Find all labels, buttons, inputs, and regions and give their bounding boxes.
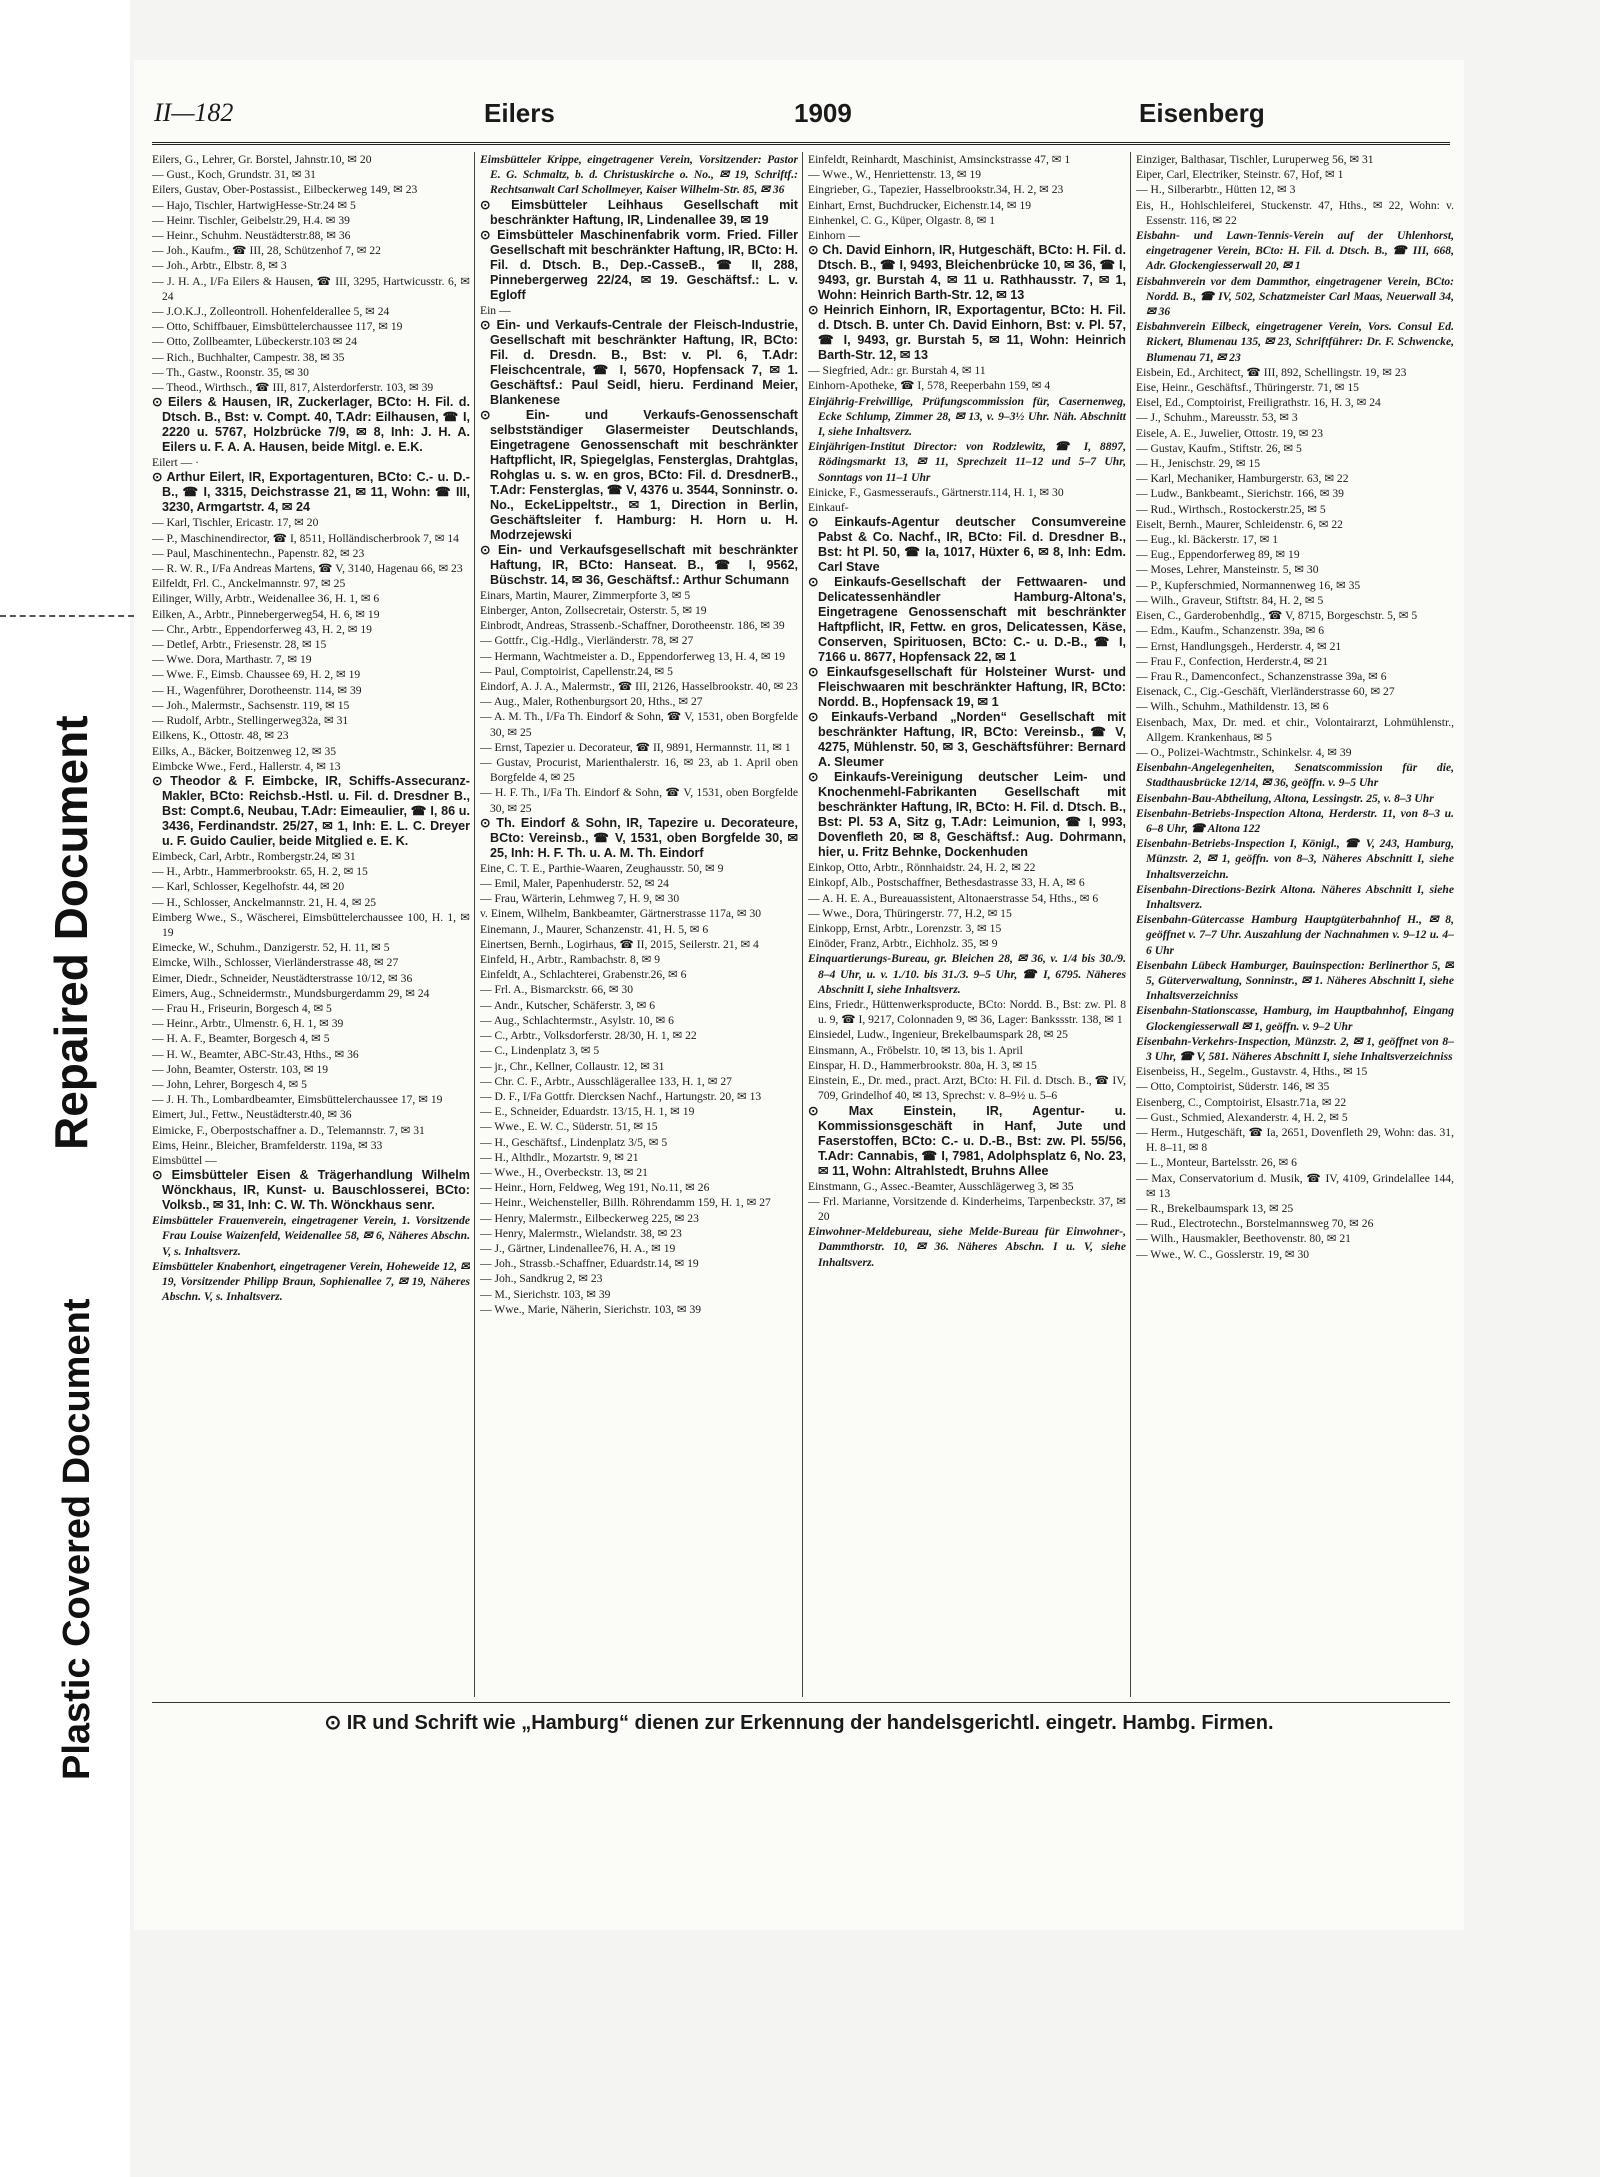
directory-entry: — Paul, Maschinentechn., Papenstr. 82, ✉ 23 (152, 546, 365, 560)
directory-entry: Eisenbahn-Gütercasse Hamburg Hauptgüterbahnhof H., ✉ 8, geöffnet v. 7–7 Uhr. Auszahlung der Nachnahmen v. 9–12 u. 4–6 Uhr (1136, 913, 1454, 957)
directory-entry: ⊙ Max Einstein, IR, Agentur- u. Kommissionsgeschäft in Hanf, Jute und Faserstoffen, BCto: C.- u. D.-B., Bst: zw. Pl. 55/56, T.Adr: Cannabis, ☎ I, 7981, Adolphsplatz 6, No. 23, ✉ 11, Wohn: Altrahlstedt, Bruhns Allee (808, 1103, 1126, 1178)
column-4 (1136, 152, 1454, 1697)
column-3 (808, 152, 1126, 1697)
directory-entry: — Chr., Arbtr., Eppendorferweg 43, H. 2, ✉ 19 (152, 622, 372, 636)
directory-entry: — Eug., kl. Bäckerstr. 17, ✉ 1 (1136, 533, 1279, 547)
column-separator (474, 152, 475, 1697)
directory-entry: — Gust., Koch, Grundstr. 31, ✉ 31 (152, 168, 316, 182)
directory-entry: — A. H. E. A., Bureauassistent, Altonaerstrasse 54, Hths., ✉ 6 (808, 891, 1099, 905)
directory-entry: — Hajo, Tischler, HartwigHesse-Str.24 ✉ 5 (152, 198, 356, 212)
directory-entry: — jr., Chr., Kellner, Collaustr. 12, ✉ 31 (480, 1059, 665, 1073)
directory-entry: Einsmann, A., Fröbelstr. 10, ✉ 13, bis 1. April (808, 1043, 1023, 1057)
directory-entry: — D. F., I/Fa Gottfr. Diercksen Nachf., Hartungstr. 20, ✉ 13 (480, 1089, 762, 1103)
directory-entry: Eimicke, F., Oberpostschaffner a. D., Telemannstr. 7, ✉ 31 (152, 1123, 425, 1137)
directory-entry: Eingrieber, G., Tapezier, Hasselbrookstr.34, H. 2, ✉ 23 (808, 183, 1064, 197)
directory-entry: — Frau F., Confection, Herderstr.4, ✉ 21 (1136, 654, 1329, 668)
directory-entry: Eimert, Jul., Fettw., Neustädterstr.40, ✉ 36 (152, 1108, 352, 1122)
directory-entry: — Joh., Malermstr., Sachsenstr. 119, ✉ 15 (152, 698, 350, 712)
directory-entry: — Ernst, Tapezier u. Decorateur, ☎ II, 9891, Hermannstr. 11, ✉ 1 (480, 740, 791, 754)
footer-note: ⊙ IR und Schrift wie „Hamburg“ dienen zur Erkennung der handelsgerichtl. eingetr. Hambg. Firmen. (324, 1712, 1274, 1734)
directory-entry: Eise, Heinr., Geschäftsf., Thüringerstr. 71, ✉ 15 (1136, 381, 1359, 395)
directory-entry: ⊙ Ein- und Verkaufs-Genossenschaft selbstständiger Glasermeister Deutschlands, Eingetragene Genossenschaft mit beschränkter Haftpflicht, IR, Spiegelglas, Fensterglas, Drahtglas, Rohglas u. s. w. en gros, BCto: Fil. d. DresdnerB., T.Adr: Fensterglas, ☎ V, 4376 u. 3544, Sonninstr. o. No., EckeLippeltstr., ✉ 1, Direction in Berlin, Geschäftsleiter f. Hamburg: H. Horn u. H. Modrzejewski (480, 407, 798, 542)
directory-entry: Einkop, Otto, Arbtr., Rönnhaidstr. 24, H. 2, ✉ 22 (808, 861, 1036, 875)
directory-entry: Einwohner-Meldebureau, siehe Melde-Bureau für Einwohner-, Dammthorstr. 10, ✉ 36. Näheres Abschn. I u. V, siehe Inhaltsverz. (808, 1225, 1126, 1269)
directory-entry: Eisenbahn-Betriebs-Inspection Altona, Herderstr. 11, von 8–3 u. 6–8 Uhr, ☎ Altona 122 (1136, 806, 1454, 835)
directory-entry: — Andr., Kutscher, Schäferstr. 3, ✉ 6 (480, 998, 656, 1012)
directory-entry: Eisenbahn-Bau-Abtheilung, Altona, Lessingstr. 25, v. 8–3 Uhr (1136, 791, 1434, 805)
directory-page (134, 60, 1464, 1930)
directory-entry: — Rich., Buchhalter, Campestr. 38, ✉ 35 (152, 350, 345, 364)
directory-entry: — Wilh., Graveur, Stiftstr. 84, H. 2, ✉ 5 (1136, 593, 1324, 607)
directory-entry: Einhorn-Apotheke, ☎ I, 578, Reeperbahn 159, ✉ 4 (808, 379, 1051, 393)
directory-entry: Eilers, G., Lehrer, Gr. Borstel, Jahnstr.10, ✉ 20 (152, 153, 372, 166)
directory-entry: — Eug., Eppendorferweg 89, ✉ 19 (1136, 548, 1300, 562)
directory-entry: Eimsbütteler Frauenverein, eingetragener Verein, 1. Vorsitzende Frau Louise Waizenfeld, Weidenallee 58, ✉ 6, Näheres Abschn. V, s. Inhaltsverz. (152, 1214, 470, 1258)
header-first-name: Eilers (484, 98, 555, 128)
tear-line (0, 615, 134, 617)
directory-entry: — Detlef, Arbtr., Friesenstr. 28, ✉ 15 (152, 638, 327, 652)
directory-entry: Einfeldt, A., Schlachterei, Grabenstr.26, ✉ 6 (480, 968, 687, 982)
directory-entry: Eimer, Diedr., Schneider, Neustädterstrasse 10/12, ✉ 36 (152, 971, 413, 985)
directory-entry: — Otto, Zollbeamter, Lübeckerstr.103 ✉ 24 (152, 335, 358, 349)
directory-entry: ⊙ Eimsbütteler Leihhaus Gesellschaft mit beschränkter Haftung, IR, Lindenallee 39, ✉ 19 (480, 197, 798, 227)
directory-entry: — Rud., Electrotechn., Borstelmannsweg 70, ✉ 26 (1136, 1217, 1374, 1231)
directory-entry: — John, Lehrer, Borgesch 4, ✉ 5 (152, 1077, 307, 1091)
directory-entry: Einjährigen-Institut Director: von Rodzlewitz, ☎ I, 8897, Rödingsmarkt 13, ✉ 11, Sprechzeit 11–12 und 5–7 Uhr, Sonntags von 11–1 Uhr (808, 440, 1126, 484)
directory-entry: Eilkens, K., Ottostr. 48, ✉ 23 (152, 729, 289, 743)
directory-entry: Eilert — · (152, 456, 200, 470)
directory-entry: — H., Jenischstr. 29, ✉ 15 (1136, 457, 1261, 471)
directory-entry: Einfeld, H., Arbtr., Rambachstr. 8, ✉ 9 (480, 953, 661, 967)
header-year: 1909 (794, 98, 852, 128)
directory-entry: — H., Wagenführer, Dorotheenstr. 114, ✉ 39 (152, 683, 362, 697)
directory-entry: Einkopp, Ernst, Arbtr., Lorenzstr. 3, ✉ 15 (808, 922, 1002, 936)
directory-entry: — Wwe., Dora, Thüringerstr. 77, H.2, ✉ 15 (808, 906, 1012, 920)
directory-entry: — Th., Gastw., Roonstr. 35, ✉ 30 (152, 365, 309, 379)
directory-entry: — Gust., Schmied, Alexanderstr. 4, H. 2, ✉ 5 (1136, 1110, 1348, 1124)
directory-entry: Eisenbahn Lübeck Hamburger, Bauinspection: Berlinerthor 5, ✉ 5, Güterverwaltung, Sonninstr., ✉ 1. Näheres Abschnitt I, siehe Inhaltsverzeichniss (1136, 958, 1454, 1003)
directory-entry: Eisbahn- und Lawn-Tennis-Verein auf der Uhlenhorst, eingetragener Verein, BCto: H. Fil. d. Dtsch. B., ☎ III, 668, Adr. Glockengiesserwall 20, ✉ 1 (1136, 229, 1454, 273)
directory-entry: — H. A. F., Beamter, Borgesch 4, ✉ 5 (152, 1032, 330, 1046)
directory-entry: Einöder, Franz, Arbtr., Eichholz. 35, ✉ 9 (808, 937, 998, 951)
directory-entry: — Max, Conservatorium d. Musik, ☎ IV, 4109, Grindelallee 144, ✉ 13 (1136, 1171, 1454, 1200)
directory-entry: Einspar, H. D., Hammerbrookstr. 80a, H. 3, ✉ 15 (808, 1058, 1037, 1072)
directory-entry: Eis, H., Hohlschleiferei, Stuckenstr. 47, Hths., ✉ 22, Wohn: v. Essenstr. 116, ✉ 22 (1136, 198, 1454, 227)
directory-entry: — John, Beamter, Osterstr. 103, ✉ 19 (152, 1062, 329, 1076)
directory-entry: Eilinger, Willy, Arbtr., Weidenallee 36, H. 1, ✉ 6 (152, 592, 380, 606)
directory-entry: — Rud., Wirthsch., Rostockerstr.25, ✉ 5 (1136, 502, 1326, 516)
directory-entry: Einhart, Ernst, Buchdrucker, Eichenstr.14, ✉ 19 (808, 198, 1032, 212)
directory-entry: ⊙ Theodor & F. Eimbcke, IR, Schiffs-Assecuranz-Makler, BCto: Reichsb.-Hstl. u. Fil. d. Dresdner B., Bst: Compt.6, Neubau, T.Adr: Eimeaulier, ☎ I, 86 u. 3436, Ferdinandstr. 25/27, ✉ 1, Inh: E. L. C. Dreyer u. F. Guido Caulier, beide Mitglied e. E. K. (152, 773, 470, 848)
header-rule (152, 142, 1450, 145)
directory-entry: — Wwe., E. W. C., Süderstr. 51, ✉ 15 (480, 1120, 658, 1134)
directory-entry: Eins, Friedr., Hüttenwerksproducte, BCto: Nordd. B., Bst: zw. Pl. 8 u. 9, ☎ I, 9217, Colonnaden 9, ✉ 36, Lager: Bankssstr. 138, ✉ 1 (808, 998, 1126, 1027)
column-2 (480, 152, 798, 1697)
directory-entry: — Gustav, Procurist, Marienthalerstr. 16, ✉ 23, ab 1. April oben Borgfelde 4, ✉ 25 (480, 756, 798, 785)
directory-entry: — O., Polizei-Wachtmstr., Schinkelsr. 4, ✉ 39 (1136, 745, 1352, 759)
directory-entry: — Frl. Marianne, Vorsitzende d. Kinderheims, Tarpenbeckstr. 37, ✉ 20 (808, 1194, 1126, 1223)
directory-entry: Eisenbach, Max, Dr. med. et chir., Volontairarzt, Lohmühlenstr., Allgem. Krankenhaus, ✉ 5 (1136, 715, 1454, 744)
directory-entry: — Joh., Kaufm., ☎ III, 28, Schützenhof 7, ✉ 22 (152, 244, 381, 258)
directory-entry: — Aug., Maler, Rothenburgsort 20, Hths., ✉ 27 (480, 695, 703, 709)
directory-entry: — Gottfr., Cig.-Hdlg., Vierländerstr. 78, ✉ 27 (480, 634, 694, 648)
directory-entry: — J., Schuhm., Mareusstr. 53, ✉ 3 (1136, 411, 1298, 425)
directory-entry: Eimsbüttel — (152, 1153, 217, 1167)
directory-entry: Einquartierungs-Bureau, gr. Bleichen 28, ✉ 36, v. 1/4 bis 30./9. 8–4 Uhr, u. v. 1./10. bis 31./3. 9–5 Uhr, ☎ I, 6795. Näheres Abschnitt I, siehe Inhaltsverz. (808, 952, 1126, 996)
directory-entry: — Joh., Strassb.-Schaffner, Eduardstr.14, ✉ 19 (480, 1257, 699, 1271)
directory-entry: Eimbcke Wwe., Ferd., Hallerstr. 4, ✉ 13 (152, 759, 341, 773)
directory-entry: Eimberg Wwe., S., Wäscherei, Eimsbüttelerchaussee 100, H. 1, ✉ 19 (152, 910, 470, 939)
directory-entry: Eimsbütteler Krippe, eingetragener Verein, Vorsitzender: Pastor E. G. Schmaltz, b. d. Christuskirche o. No., ✉ 19, Schriftf.: Rechtsanwalt Carl Schollmeyer, Kaiser Wilhelm-Str. 85, ✉ 36 (480, 153, 798, 197)
directory-entry: — Siegfried, Adr.: gr. Burstah 4, ✉ 11 (808, 364, 986, 378)
directory-entry: Ein — (480, 303, 511, 317)
directory-entry: — C., Arbtr., Volksdorferstr. 28/30, H. 1, ✉ 22 (480, 1029, 697, 1043)
header-last-name: Eisenberg (1139, 98, 1265, 128)
directory-entry: Eisenbahn-Stationscasse, Hamburg, im Hauptbahnhof, Eingang Glockengiesserwall ✉ 1, geöffn. v. 9–2 Uhr (1136, 1004, 1454, 1033)
directory-entry: — Wwe., Marie, Näherin, Sierichstr. 103, ✉ 39 (480, 1302, 702, 1316)
directory-entry: Einkopf, Alb., Postschaffner, Bethesdastrasse 33, H. A, ✉ 6 (808, 876, 1085, 890)
directory-entry: — Heinr., Schuhm. Neustädterstr.88, ✉ 36 (152, 229, 351, 243)
page-number: II—182 (154, 98, 234, 127)
directory-entry: — H., Geschäftsf., Lindenplatz 3/5, ✉ 5 (480, 1135, 668, 1149)
directory-entry: — M., Sierichstr. 103, ✉ 39 (480, 1287, 611, 1301)
directory-entry: ⊙ Einkaufs-Agentur deutscher Consumvereine Pabst & Co. Nachf., IR, BCto: Fil. d. Dresdner B., Bst: ht Pl. 50, ☎ Ia, 1017, Hüxter 6, ✉ 8, Inh: Edm. Carl Stave (808, 515, 1126, 575)
directory-entry: — Heinr. Tischler, Geibelstr.29, H.4. ✉ 39 (152, 213, 350, 227)
directory-entry: — Wwe. F., Eimsb. Chaussee 69, H. 2, ✉ 19 (152, 668, 361, 682)
directory-entry: — Rudolf, Arbtr., Stellingerweg32a, ✉ 31 (152, 714, 349, 728)
directory-entry: Eimcke, Wilh., Schlosser, Vierländerstrasse 48, ✉ 27 (152, 956, 399, 970)
directory-entry: ⊙ Eilers & Hausen, IR, Zuckerlager, BCto: H. Fil. d. Dtsch. B., Bst: v. Compt. 40, T.Adr: Eilhausen, ☎ I, 2220 u. 5767, Holzbrücke 7/9, ✉ 8, Inh: J. H. A. Eilers u. F. A. A. Hausen, beide Mitgl. e. E.K. (152, 395, 470, 455)
directory-entry: Einstein, E., Dr. med., pract. Arzt, BCto: H. Fil. d. Dtsch. B., ☎ IV, 709, Grindelhof 40, ✉ 13, Sprechst: v. 8–9½ u. 5–6 (808, 1074, 1126, 1103)
directory-entry: Eimecke, W., Schuhm., Danzigerstr. 52, H. 11, ✉ 5 (152, 941, 390, 955)
directory-entry: — J. H. Th., Lombardbeamter, Eimsbüttelerchaussee 17, ✉ 19 (152, 1093, 443, 1107)
directory-entry: — Wwe., W. C., Gosslerstr. 19, ✉ 30 (1136, 1247, 1310, 1261)
directory-entry: Eilken, A., Arbtr., Pinnebergerweg54, H. 6, ✉ 19 (152, 607, 380, 621)
directory-entry: Eisenack, C., Cig.-Geschäft, Vierländerstrasse 60, ✉ 27 (1136, 685, 1395, 699)
directory-entry: — J. H. A., I/Fa Eilers & Hausen, ☎ III, 3295, Hartwicusstr. 6, ✉ 24 (152, 274, 470, 303)
directory-entry: Einhenkel, C. G., Küper, Olgastr. 8, ✉ 1 (808, 213, 995, 227)
directory-entry: Eiselt, Bernh., Maurer, Schleidenstr. 6, ✉ 22 (1136, 517, 1343, 531)
directory-entry: Einberger, Anton, Zollsecretair, Osterstr. 5, ✉ 19 (480, 604, 707, 618)
directory-entry: — Heinr., Horn, Feldweg, Weg 191, No.11, ✉ 26 (480, 1181, 710, 1195)
directory-entry: — H., Arbtr., Hammerbrookstr. 65, H. 2, ✉ 15 (152, 865, 368, 879)
directory-entry: — P., Kupferschmied, Normannenweg 16, ✉ 35 (1136, 578, 1361, 592)
directory-entry: — Wwe. Dora, Marthastr. 7, ✉ 19 (152, 653, 312, 667)
column-1 (152, 152, 470, 1697)
directory-entry: — H., Silberarbtr., Hütten 12, ✉ 3 (1136, 183, 1296, 197)
directory-entry: ⊙ Einkaufs-Gesellschaft der Fettwaaren- und Delicatessenhändler Hamburg-Altona's, Eingetragene Genossenschaft mit beschränkter Haftpflicht, IR, Fettw. en gros, Delicatessen, Käse, Conserven, Spirituosen, BCto: C.- u. D.-B., ☎ I, 7166 u. 8677, Hopfensack 22, ✉ 1 (808, 575, 1126, 665)
directory-entry: — Chr. C. F., Arbtr., Ausschlägerallee 133, H. 1, ✉ 27 (480, 1074, 732, 1088)
directory-entry: — Aug., Schlachtermstr., Asylstr. 10, ✉ 6 (480, 1013, 674, 1027)
directory-entry: ⊙ Ch. David Einhorn, IR, Hutgeschäft, BCto: H. Fil. d. Dtsch. B., ☎ I, 9493, Bleichenbrücke 10, ✉ 36, ☎ I, 9493, gr. Burstah 4, ✉ 11 u. Rathhausstr. 7, ✉ 1, Wohn: Heinrich Barth-Str. 12, ✉ 13 (808, 243, 1126, 303)
directory-entry: — Gustav, Kaufm., Stiftstr. 26, ✉ 5 (1136, 441, 1302, 455)
directory-entry: ⊙ Th. Eindorf & Sohn, IR, Tapezire u. Decorateure, BCto: Vereinsb., ☎ V, 1531, oben Borgfelde 30, ✉ 25, Inh: H. F. Th. u. A. M. Th. Eindorf (480, 815, 798, 860)
directory-entry: — Karl, Mechaniker, Hamburgerstr. 63, ✉ 22 (1136, 472, 1349, 486)
directory-entry: ⊙ Arthur Eilert, IR, Exportagenturen, BCto: C.- u. D.-B., ☎ I, 3315, Deichstrasse 21, ✉ 11, Wohn: ☎ III, 3230, Armgartstr. 4, ✉ 24 (152, 470, 470, 515)
directory-entry: Einertsen, Bernh., Logirhaus, ☎ II, 2015, Seilerstr. 21, ✉ 4 (480, 937, 759, 951)
directory-entry: — Henry, Malermstr., Eilbeckerweg 225, ✉ 23 (480, 1211, 699, 1225)
directory-entry: Eisenbahn-Angelegenheiten, Senatscommission für die, Stadthausbrücke 12/14, ✉ 36, geöffn. v. 9–5 Uhr (1136, 761, 1454, 790)
directory-entry: — Paul, Comptoirist, Capellenstr.24, ✉ 5 (480, 664, 673, 678)
repaired-document-label: Repaired Document (45, 715, 97, 1150)
directory-entry: Eindorf, A. J. A., Malermstr., ☎ III, 2126, Hasselbrookstr. 40, ✉ 23 (480, 680, 798, 694)
directory-entry: Einjährig-Freiwillige, Prüfungscommission für, Casernenweg, Ecke Schlump, Zimmer 28, ✉ 13, v. 9–3½ Uhr. Näh. Abschnitt I, siehe Inhaltsverz. (808, 394, 1126, 439)
directory-entry: Einziger, Balthasar, Tischler, Luruperweg 56, ✉ 31 (1136, 153, 1374, 166)
directory-entry: — Wwe., W., Henriettenstr. 13, ✉ 19 (808, 168, 982, 182)
directory-entry: Einfeldt, Reinhardt, Maschinist, Amsinckstrasse 47, ✉ 1 (808, 153, 1071, 166)
directory-entry: Eisel, Ed., Comptoirist, Freiligrathstr. 16, H. 3, ✉ 24 (1136, 396, 1381, 410)
directory-entry: ⊙ Ein- und Verkaufs-Centrale der Fleisch-Industrie, Gesellschaft mit beschränkter Haftung, IR, BCto: Fil. d. Dresdn. B., Bst: v. Pl. 6, T.Adr: Fleischcentrale, ☎ I, 5670, Hopfensack 7, ✉ 1. Geschäftsf.: Paul Seidl, hieru. Ferdinand Meier, Blankenese (480, 317, 798, 407)
directory-entry: ⊙ Eimsbütteler Eisen & Trägerhandlung Wilhelm Wönckhaus, IR, Kunst- u. Bauschlosserei, BCto: Volksb., ✉ 31, Inh: C. W. Th. Wönckhaus senr. (152, 1168, 470, 1213)
directory-entry: — Frau H., Friseurin, Borgesch 4, ✉ 5 (152, 1001, 332, 1015)
directory-entry: — R. W. R., I/Fa Andreas Martens, ☎ V, 3140, Hagenau 66, ✉ 23 (152, 562, 463, 576)
directory-entry: ⊙ Einkaufs-Verband „Norden“ Gesellschaft mit beschränkter Haftung, IR, BCto: Vereinsb., ☎ V, 4275, Mühlenstr. 50, ✉ 3, Geschäftsführer: Bernard A. Sleumer (808, 710, 1126, 770)
directory-entry: — H., Althdlr., Mozartstr. 9, ✉ 21 (480, 1150, 639, 1164)
directory-entry: — Frau, Wärterin, Lehmweg 7, H. 9, ✉ 30 (480, 892, 680, 906)
directory-entry: — Karl, Tischler, Ericastr. 17, ✉ 20 (152, 516, 319, 530)
directory-entry: Eimbeck, Carl, Arbtr., Rombergstr.24, ✉ 31 (152, 849, 356, 863)
directory-entry: — Hermann, Wachtmeister a. D., Eppendorferweg 13, H. 4, ✉ 19 (480, 649, 786, 663)
directory-entry: — H. W., Beamter, ABC-Str.43, Hths., ✉ 36 (152, 1047, 359, 1061)
directory-entry: ⊙ Einkaufsgesellschaft für Holsteiner Wurst- und Fleischwaaren mit beschränkter Haftung, IR, BCto: Nordd. B., Hopfensack 19, ✉ 1 (808, 665, 1126, 710)
directory-entry: — Joh., Arbtr., Elbstr. 8, ✉ 3 (152, 259, 287, 273)
directory-entry: ⊙ Eimsbütteler Maschinenfabrik vorm. Fried. Filler Gesellschaft mit beschränkter Haftung, IR, BCto: H. Fil. d. Dtsch. B., Dep.-CasseB., ☎ II, 288, Pinnebergerweg 22/24, ✉ 19. Geschäftsf.: L. v. Egloff (480, 227, 798, 302)
directory-entry: — H., Schlosser, Anckelmannstr. 21, H. 4, ✉ 25 (152, 895, 377, 909)
directory-entry: Eine, C. T. E., Parthie-Waaren, Zeughausstr. 50, ✉ 9 (480, 861, 724, 875)
side-label-strip (0, 0, 130, 2177)
directory-entry: — Heinr., Arbtr., Ulmenstr. 6, H. 1, ✉ 39 (152, 1017, 344, 1031)
directory-entry: Eisenbeiss, H., Segelm., Gustavstr. 4, Hths., ✉ 15 (1136, 1065, 1368, 1079)
directory-entry: Einars, Martin, Maurer, Zimmerpforte 3, ✉ 5 (480, 588, 691, 602)
directory-entry: — L., Monteur, Bartelsstr. 26, ✉ 6 (1136, 1156, 1297, 1170)
column-separator (802, 152, 803, 1697)
directory-entry: — Otto, Comptoirist, Süderstr. 146, ✉ 35 (1136, 1080, 1330, 1094)
directory-entry: Einsiedel, Ludw., Ingenieur, Brekelbaumspark 28, ✉ 25 (808, 1028, 1068, 1042)
directory-entry: Eimers, Aug., Schneidermstr., Mundsburgerdamm 29, ✉ 24 (152, 986, 430, 1000)
column-separator (1130, 152, 1131, 1697)
directory-entry: — Wilh., Schuhm., Mathildenstr. 13, ✉ 6 (1136, 700, 1329, 714)
directory-entry: Einemann, J., Maurer, Schanzenstr. 41, H. 5, ✉ 6 (480, 922, 709, 936)
directory-entry: Eilfeldt, Frl. C., Anckelmannstr. 97, ✉ 25 (152, 577, 346, 591)
directory-entry: Eisenberg, C., Comptoirist, Elsastr.71a, ✉ 22 (1136, 1095, 1347, 1109)
directory-entry: — Wwe., H., Overbeckstr. 13, ✉ 21 (480, 1165, 648, 1179)
footer-rule (152, 1702, 1450, 1703)
directory-entry: — C., Lindenplatz 3, ✉ 5 (480, 1044, 600, 1058)
directory-entry: Einicke, F., Gasmesseraufs., Gärtnerstr.114, H. 1, ✉ 30 (808, 485, 1064, 499)
directory-entry: — Edm., Kaufm., Schanzenstr. 39a, ✉ 6 (1136, 624, 1325, 638)
directory-entry: Einhorn — (808, 229, 860, 243)
directory-entry: — Henry, Malermstr., Wielandstr. 38, ✉ 23 (480, 1226, 682, 1240)
directory-entry: — Otto, Schiffbauer, Eimsbüttelerchaussee 117, ✉ 19 (152, 320, 403, 334)
directory-entry: — R., Brekelbaumspark 13, ✉ 25 (1136, 1202, 1294, 1216)
directory-entry: Eiper, Carl, Electriker, Steinstr. 67, Hof, ✉ 1 (1136, 168, 1344, 182)
directory-entry: Eims, Heinr., Bleicher, Bramfelderstr. 119a, ✉ 33 (152, 1138, 383, 1152)
directory-entry: — J.O.K.J., Zolleontroll. Hohenfelderallee 5, ✉ 24 (152, 305, 390, 319)
directory-entry: Einkauf- (808, 501, 849, 515)
directory-entry: — A. M. Th., I/Fa Th. Eindorf & Sohn, ☎ V, 1531, oben Borgfelde 30, ✉ 25 (480, 710, 798, 739)
directory-entry: — Frau R., Damenconfect., Schanzenstrasse 39a, ✉ 6 (1136, 669, 1387, 683)
page-header (154, 98, 1444, 134)
directory-entry: — Herm., Hutgeschäft, ☎ Ia, 2651, Dovenfleth 29, Wohn: das. 31, H. 8–11, ✉ 8 (1136, 1126, 1454, 1155)
directory-entry: — Ludw., Bankbeamt., Sierichstr. 166, ✉ 39 (1136, 487, 1344, 501)
directory-entry: — E., Schneider, Eduardstr. 13/15, H. 1, ✉ 19 (480, 1105, 695, 1119)
directory-entry: — H. F. Th., I/Fa Th. Eindorf & Sohn, ☎ V, 1531, oben Borgfelde 30, ✉ 25 (480, 786, 798, 815)
directory-entry: ⊙ Heinrich Einhorn, IR, Exportagentur, BCto: H. Fil. d. Dtsch. B. unter Ch. David Einhorn, Bst: v. Pl. 57, ☎ I, 9493, gr. Burstah 5, ✉ 11, Wohn: Heinrich Barth-Str. 12, ✉ 13 (808, 303, 1126, 363)
directory-entry: Eisenbahn-Directions-Bezirk Altona. Näheres Abschnitt I, siehe Inhaltsverz. (1136, 882, 1454, 911)
directory-entry: Eisbahnverein Eilbeck, eingetragener Verein, Vors. Consul Ed. Rickert, Blumenau 135, ✉ 23, Schriftführer: Dr. F. Schwencke, Blumenau 71, ✉ 23 (1136, 320, 1454, 364)
directory-entry: Einbrodt, Andreas, Strassenb.-Schaffner, Dorotheenstr. 186, ✉ 39 (480, 619, 785, 633)
directory-entry: Eisbein, Ed., Architect, ☎ III, 892, Schellingstr. 19, ✉ 23 (1136, 365, 1407, 379)
directory-entry: — Heinr., Weichensteller, Billh. Röhrendamm 159, H. 1, ✉ 27 (480, 1196, 771, 1210)
plastic-covered-label: Plastic Covered Document (56, 1298, 98, 1780)
directory-entry: v. Einem, Wilhelm, Bankbeamter, Gärtnerstrasse 117a, ✉ 30 (480, 907, 762, 921)
directory-entry: — Joh., Sandkrug 2, ✉ 23 (480, 1272, 603, 1286)
directory-entry: ⊙ Ein- und Verkaufsgesellschaft mit beschränkter Haftung, IR, BCto: Hanseat. B., ☎ I, 9562, Büschstr. 14, ✉ 36, Geschäftsf.: Arthur Schumann (480, 542, 798, 587)
directory-entry: — Frl. A., Bismarckstr. 66, ✉ 30 (480, 983, 634, 997)
directory-entry: — Ernst, Handlungsgeh., Herderstr. 4, ✉ 21 (1136, 639, 1342, 653)
directory-entry: Einstmann, G., Assec.-Beamter, Ausschlägerweg 3, ✉ 35 (808, 1179, 1074, 1193)
directory-entry: Eisen, C., Garderobenhdlg., ☎ V, 8715, Borgeschstr. 5, ✉ 5 (1136, 609, 1418, 623)
directory-entry: Eimsbütteler Knabenhort, eingetragener Verein, Hoheweide 12, ✉ 19, Vorsitzender Philipp Braun, Sophienallee 7, ✉ 19, Näheres Abschn. V, s. Inhaltsverz. (152, 1259, 470, 1304)
directory-entry: Eilks, A., Bäcker, Boitzenweg 12, ✉ 35 (152, 744, 337, 758)
directory-entry: — Emil, Maler, Papenhuderstr. 52, ✉ 24 (480, 877, 669, 891)
directory-entry: — Wilh., Hausmakler, Beethovenstr. 80, ✉ 21 (1136, 1232, 1351, 1246)
directory-entry: Eisenbahn-Verkehrs-Inspection, Münzstr. 2, ✉ 1, geöffnet von 8–3 Uhr, ☎ V, 581. Näheres Abschnitt I, siehe Inhaltsverzeichniss (1136, 1034, 1454, 1063)
directory-entry: Eisbahnverein vor dem Dammthor, eingetragener Verein, BCto: Nordd. B., ☎ IV, 502, Schatzmeister Carl Maas, Neuerwall 34, ✉ 36 (1136, 274, 1454, 319)
directory-entry: Eisele, A. E., Juwelier, Ottostr. 19, ✉ 23 (1136, 426, 1323, 440)
directory-entry: — Karl, Schlosser, Kegelhofstr. 44, ✉ 20 (152, 880, 345, 894)
directory-entry: — Moses, Lehrer, Mansteinstr. 5, ✉ 30 (1136, 563, 1319, 577)
directory-entry: ⊙ Einkaufs-Vereinigung deutscher Leim- und Knochenmehl-Fabrikanten Gesellschaft mit beschränkter Haftung, IR, BCto: H. Fil. d. Dtsch. B., Bst: Pl. 53 A, Sitz g, T.Adr: Leimunion, ☎ I, 993, Dovenfleth 20, ✉ 8, Geschäftsf.: Aug. Dohrmann, hier, u. Fritz Behnke, Dockenhuden (808, 770, 1126, 860)
directory-entry: — P., Maschinendirector, ☎ I, 8511, Holländischerbrook 7, ✉ 14 (152, 531, 459, 545)
directory-entry: Eisenbahn-Betriebs-Inspection I, Königl., ☎ V, 243, Hamburg, Münzstr. 2, ✉ 1, geöffn. von 8–3, Näheres Abschnitt I, siehe Inhaltsverzeichn. (1136, 837, 1454, 881)
directory-entry: — Theod., Wirthsch., ☎ III, 817, Alsterdorferstr. 103, ✉ 39 (152, 381, 434, 395)
directory-entry: — J., Gärtner, Lindenallee76, H. A., ✉ 19 (480, 1241, 676, 1255)
directory-entry: Eilers, Gustav, Ober-Postassist., Eilbeckerweg 149, ✉ 23 (152, 183, 418, 197)
